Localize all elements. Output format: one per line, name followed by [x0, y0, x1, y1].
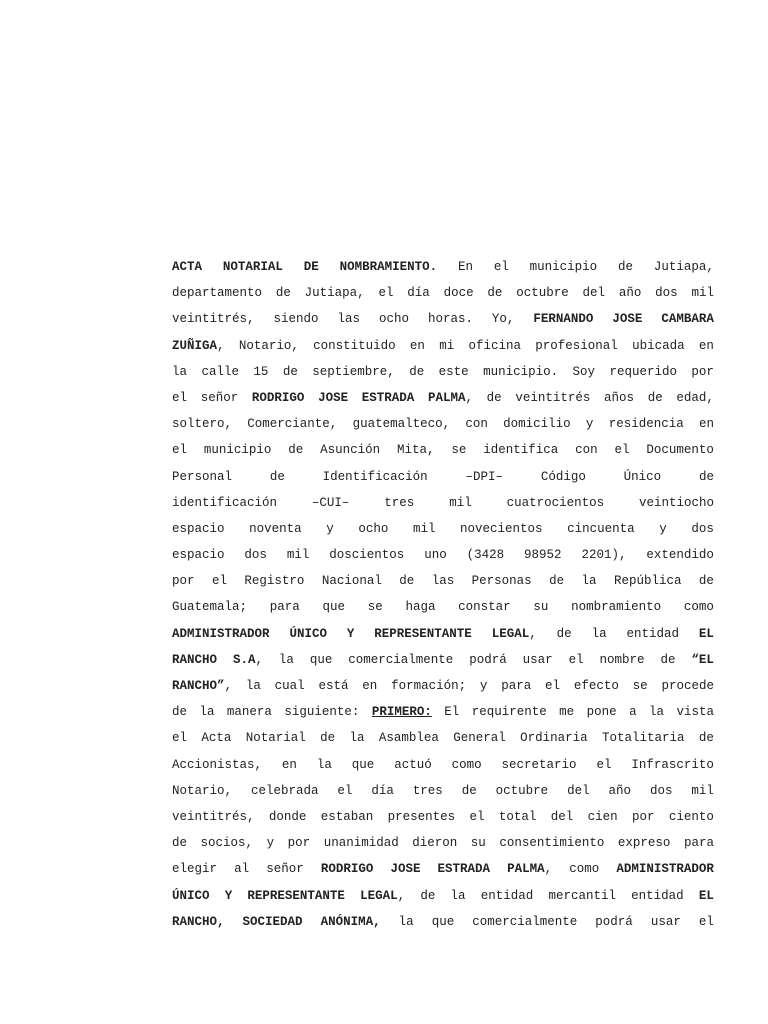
bold-word: EL	[698, 626, 714, 641]
word: El	[444, 705, 460, 720]
word: usar	[522, 652, 553, 667]
word: Personas	[471, 574, 532, 589]
word: 15	[253, 364, 269, 379]
word: señor	[200, 390, 239, 405]
bold-word: Y	[224, 888, 233, 903]
word: la	[245, 679, 261, 693]
word: por	[691, 364, 714, 379]
word: su	[533, 600, 549, 615]
word: elegir	[172, 862, 218, 877]
word: señor	[266, 862, 304, 877]
document-line	[172, 621, 714, 647]
word: como	[683, 600, 714, 615]
word: Código	[540, 469, 586, 484]
word: Comerciante,	[247, 417, 338, 432]
word: y	[326, 521, 334, 536]
word: por	[632, 809, 655, 824]
word: cual	[274, 679, 305, 693]
word: municipio	[529, 260, 598, 274]
word: secretario	[501, 757, 577, 772]
word: ,	[255, 652, 263, 667]
word: consentimiento	[499, 836, 605, 851]
word: 2201),	[581, 548, 627, 563]
word: (3428	[466, 548, 505, 563]
word: celebrada	[250, 783, 319, 798]
word: ,	[397, 888, 406, 903]
word: años	[604, 390, 635, 405]
word: identifica	[483, 443, 559, 458]
word: República	[613, 574, 682, 589]
word: Notario,	[238, 338, 299, 353]
word-group	[492, 621, 537, 647]
bold-word: ESTRADA	[361, 390, 415, 405]
bold-word: JOSE	[390, 862, 421, 877]
word: el	[469, 809, 485, 824]
word: podrá	[595, 914, 633, 929]
word: Documento	[646, 443, 714, 458]
word: ocho	[358, 521, 389, 536]
word: socios,	[200, 836, 254, 851]
word: la	[349, 731, 365, 746]
word: para	[683, 836, 714, 851]
document-line	[172, 333, 714, 359]
word-group	[172, 333, 225, 359]
word: ,	[224, 679, 233, 693]
word: municipio	[203, 443, 272, 458]
word: el	[211, 574, 227, 589]
word: nombre	[599, 652, 645, 667]
word: actuó	[394, 757, 432, 772]
document-line	[172, 647, 714, 673]
word: nombramiento	[571, 600, 662, 615]
word: Guatemala;	[172, 600, 248, 615]
word: dos	[691, 521, 714, 536]
document-line	[172, 359, 714, 385]
word: de	[698, 469, 714, 484]
word: presentes	[387, 809, 456, 824]
word: pone	[586, 705, 617, 720]
word: ocho	[378, 312, 409, 327]
word: comercialmente	[348, 652, 454, 667]
bold-word: RANCHO	[172, 652, 218, 667]
word: –DPI–	[465, 469, 504, 484]
word: ubicada	[632, 338, 685, 353]
word: efecto	[573, 679, 619, 693]
word: de	[320, 731, 336, 746]
word: cuatrocientos	[506, 495, 605, 510]
word: extendido	[646, 548, 714, 563]
word: veintitrés,	[172, 809, 255, 824]
word: y	[585, 417, 594, 432]
word: constar	[458, 600, 511, 615]
word: residencia	[608, 417, 684, 432]
word: cincuenta	[567, 521, 635, 536]
word: y	[659, 521, 667, 536]
bold-word: LEGAL	[491, 626, 530, 641]
document-line	[172, 883, 714, 909]
document-line	[172, 490, 714, 516]
word: cien	[587, 809, 618, 824]
document-line	[172, 280, 714, 306]
word: ciento	[668, 809, 714, 824]
word: Ordinaria	[520, 731, 588, 746]
word: con	[575, 443, 598, 458]
word: General	[453, 731, 506, 746]
word: podrá	[469, 652, 507, 667]
word: usar	[650, 914, 681, 929]
word: está	[318, 679, 349, 693]
word: del	[550, 809, 574, 824]
word: el	[378, 286, 394, 301]
document-line	[172, 699, 714, 725]
document-line	[172, 306, 714, 332]
bold-word: RANCHO”	[172, 679, 225, 693]
document-line	[172, 437, 714, 463]
word: expreso	[617, 836, 671, 851]
word: siendo	[273, 312, 319, 327]
word: el	[596, 757, 612, 772]
word: entidad	[631, 888, 684, 903]
document-line	[172, 856, 714, 882]
document-line	[172, 752, 714, 778]
word: Yo,	[491, 312, 515, 327]
bold-word: ÚNICO	[289, 626, 327, 641]
word: el	[172, 390, 188, 405]
document-line	[172, 254, 714, 280]
bold-word: ADMINISTRADOR	[172, 626, 270, 641]
word: por	[287, 836, 311, 851]
word-group	[233, 647, 263, 673]
word: noventa	[249, 521, 302, 536]
word: espacio	[172, 521, 225, 536]
word: ,	[217, 338, 225, 353]
bold-word: RANCHO,	[172, 914, 225, 929]
word: requirente	[471, 705, 547, 720]
document-line	[172, 804, 714, 830]
word: día	[407, 286, 430, 301]
document-line	[172, 673, 714, 699]
word: la	[398, 914, 414, 929]
bold-word: DE	[303, 260, 319, 274]
document-line	[172, 411, 714, 437]
word: en	[698, 338, 714, 353]
word: la	[278, 652, 294, 667]
word: que	[351, 757, 375, 772]
word: soltero,	[172, 417, 233, 432]
word: la	[172, 364, 188, 379]
word: la	[450, 888, 466, 903]
word: mil	[286, 548, 310, 563]
word: estaban	[320, 809, 374, 824]
bold-word: SOCIEDAD	[242, 914, 303, 929]
word: En	[457, 260, 473, 274]
word: Asunción	[320, 443, 381, 458]
document-line	[172, 516, 714, 542]
bold-word: JOSE	[612, 312, 643, 327]
notarial-act-body	[172, 254, 714, 935]
bold-word: Y	[346, 626, 355, 641]
word: para	[269, 600, 300, 615]
word: mil	[691, 783, 714, 798]
document-line	[172, 830, 714, 856]
word: la	[591, 626, 607, 641]
word: Único	[623, 469, 662, 484]
document-line	[172, 778, 714, 804]
word: el	[568, 652, 584, 667]
word: entidad	[480, 888, 534, 903]
word: en	[698, 417, 714, 432]
word: en	[362, 679, 378, 693]
word: domicilio	[503, 417, 571, 432]
word: Soy	[572, 364, 596, 379]
word: ,	[465, 390, 473, 405]
document-line	[172, 594, 714, 620]
word: de	[172, 836, 188, 851]
word: el	[337, 783, 353, 798]
word: mil	[449, 495, 472, 510]
word: espacio	[172, 548, 225, 563]
word: que	[431, 914, 455, 929]
word: octubre	[495, 783, 549, 798]
bold-word: “EL	[691, 652, 714, 667]
document-line	[172, 542, 714, 568]
word: dieron	[412, 836, 458, 851]
word: calle	[201, 364, 239, 379]
word: Jutiapa,	[304, 286, 365, 301]
document-line	[172, 464, 714, 490]
word: mi	[439, 338, 455, 353]
word: en	[281, 757, 297, 772]
word: Asamblea	[378, 731, 439, 746]
word: de	[399, 574, 415, 589]
word: como	[569, 862, 600, 877]
word: de	[288, 443, 304, 458]
word: el	[493, 260, 509, 274]
bold-word: ÚNICO	[172, 888, 210, 903]
word: la	[316, 757, 332, 772]
word: entidad	[626, 626, 680, 641]
word: día	[371, 783, 394, 798]
word: mercantil	[548, 888, 616, 903]
word: profesional	[535, 338, 618, 353]
word: ,	[544, 862, 553, 877]
word: doscientos	[329, 548, 405, 563]
word: como	[451, 757, 482, 772]
word: que	[309, 652, 333, 667]
word: Accionistas,	[172, 757, 263, 772]
word-group	[172, 673, 232, 699]
word: doce	[443, 286, 474, 301]
word: Notario,	[172, 783, 233, 798]
word: septiembre,	[312, 364, 395, 379]
word: su	[470, 836, 486, 851]
bold-word: PRIMERO:	[371, 705, 432, 720]
word: identificación	[172, 495, 278, 510]
bold-word: RODRIGO	[320, 862, 374, 877]
bold-word: S.A	[232, 652, 256, 667]
word: –CUI–	[311, 495, 350, 510]
word: dos	[655, 286, 678, 301]
bold-word: ZUÑIGA	[172, 338, 218, 353]
word: de	[618, 260, 634, 274]
word: constituido	[313, 338, 396, 353]
word: requerido	[609, 364, 677, 379]
word: Registro	[244, 574, 305, 589]
bold-word: PALMA	[507, 862, 545, 877]
bold-word: FERNANDO	[533, 312, 594, 327]
word: Personal	[172, 469, 233, 484]
word: me	[559, 705, 575, 720]
word: veintiocho	[638, 495, 714, 510]
document-line	[172, 725, 714, 751]
word: mil	[412, 521, 436, 536]
word: veintitrés,	[172, 312, 255, 327]
word: oficina	[468, 338, 522, 353]
bold-word: RODRIGO	[251, 390, 305, 405]
word: de	[172, 705, 188, 720]
bold-word: LEGAL	[360, 888, 398, 903]
word: tres	[412, 783, 443, 798]
word: dos	[244, 548, 267, 563]
word: las	[431, 574, 455, 589]
word: y	[479, 679, 488, 693]
document-line	[172, 568, 714, 594]
word: dos	[649, 783, 673, 798]
word: al	[234, 862, 250, 877]
word: de	[275, 286, 291, 301]
bold-word: NOMBRAMIENTO.	[339, 260, 438, 274]
word: veintitrés	[515, 390, 591, 405]
word: el	[545, 679, 561, 693]
word: uno	[424, 548, 447, 563]
bold-word: REPRESENTANTE	[374, 626, 472, 641]
word: guatemalteco,	[352, 417, 451, 432]
word: Infrascrito	[631, 757, 714, 772]
word: las	[337, 312, 360, 327]
word: municipio.	[483, 364, 559, 379]
word: procede	[661, 679, 714, 693]
bold-word: REPRESENTANTE	[247, 888, 345, 903]
word: de	[409, 364, 425, 379]
word: de	[698, 731, 714, 746]
word: formación;	[391, 679, 467, 693]
word-group	[507, 856, 552, 882]
word: de	[647, 390, 663, 405]
word: de	[660, 652, 676, 667]
bold-word: EL	[698, 888, 714, 903]
word: el	[614, 443, 630, 458]
bold-word: CAMBARA	[661, 312, 714, 327]
document-line	[172, 385, 714, 411]
word: y	[266, 836, 275, 851]
word: de	[549, 574, 565, 589]
document-line	[172, 909, 714, 935]
word: por	[172, 574, 195, 589]
word: departamento	[172, 286, 263, 301]
word: se	[451, 443, 467, 458]
word: para	[501, 679, 532, 693]
word: el	[172, 443, 188, 458]
word: la	[649, 705, 665, 720]
word: de	[420, 888, 436, 903]
word: mil	[691, 286, 714, 301]
word: Totalitaria	[602, 731, 685, 746]
word: Jutiapa,	[653, 260, 714, 274]
word: este	[438, 364, 469, 379]
word: horas.	[427, 312, 473, 327]
word: en	[409, 338, 425, 353]
word: edad,	[676, 390, 714, 405]
word: manera	[226, 705, 272, 720]
word: de	[461, 783, 477, 798]
word: se	[632, 679, 648, 693]
bold-word: ADMINISTRADOR	[616, 862, 714, 877]
word: de	[698, 574, 714, 589]
word: tres	[384, 495, 415, 510]
word: de	[556, 626, 572, 641]
word: Nacional	[321, 574, 382, 589]
word: el	[172, 731, 188, 746]
word: octubre	[516, 286, 569, 301]
word: donde	[268, 809, 307, 824]
word: año	[618, 286, 642, 301]
word: Mita,	[397, 443, 435, 458]
word: el	[698, 914, 714, 929]
word: se	[367, 600, 383, 615]
word: que	[322, 600, 345, 615]
word: ,	[529, 626, 537, 641]
bold-word: ACTA	[172, 260, 203, 274]
word: de	[269, 469, 285, 484]
bold-word: ESTRADA	[437, 862, 491, 877]
word: a	[629, 705, 637, 720]
bold-word: NOTARIAL	[222, 260, 283, 274]
word: del	[582, 286, 606, 301]
word: total	[498, 809, 537, 824]
word: Acta	[201, 731, 232, 746]
word: del	[567, 783, 590, 798]
bold-word: PALMA	[427, 390, 466, 405]
word: 98952	[524, 548, 562, 563]
word-group	[360, 883, 405, 909]
word-group	[428, 385, 473, 411]
word: unanimidad	[323, 836, 399, 851]
word: la	[581, 574, 597, 589]
word: haga	[405, 600, 436, 615]
word: de	[282, 364, 298, 379]
word: vista	[676, 705, 714, 720]
word: Notarial	[245, 731, 306, 746]
word: siguiente:	[284, 705, 360, 720]
word: de	[487, 286, 503, 301]
bold-word: ANÓNIMA,	[320, 914, 381, 929]
word: la	[199, 705, 215, 720]
word: novecientos	[460, 521, 543, 536]
word: Identificación	[322, 469, 428, 484]
word: comercialmente	[472, 914, 578, 929]
word: año	[608, 783, 632, 798]
bold-word: JOSE	[318, 390, 349, 405]
word: con	[465, 417, 488, 432]
word: de	[486, 390, 502, 405]
